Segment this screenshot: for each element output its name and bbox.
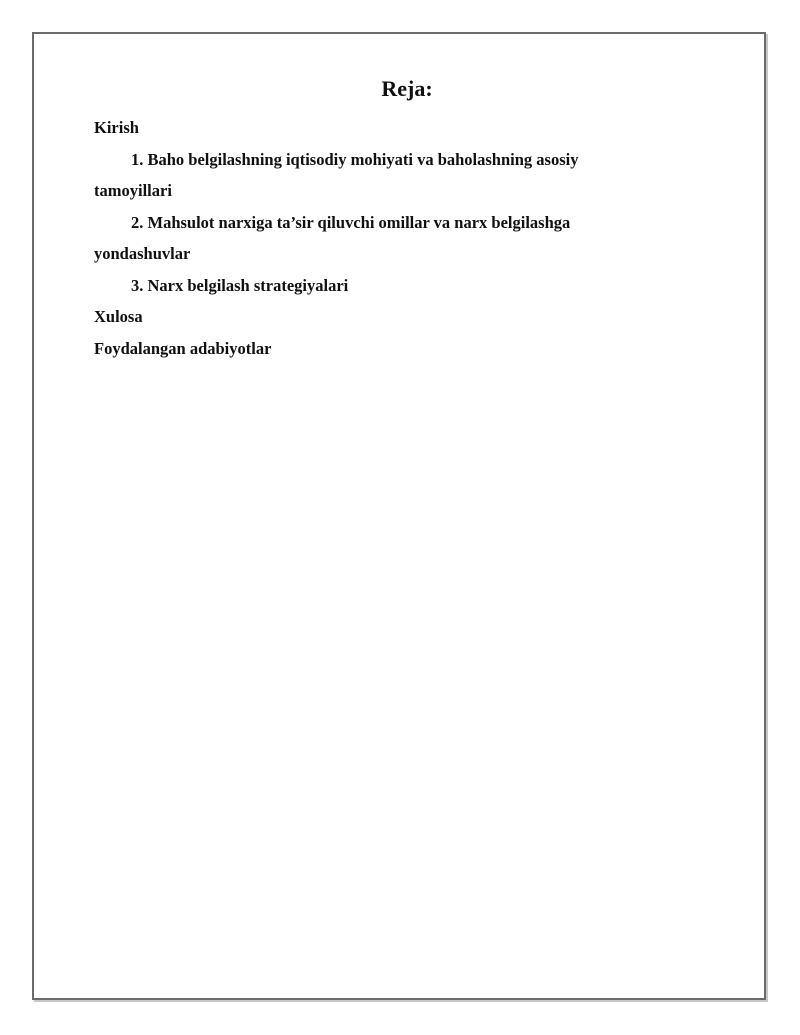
toc-item-xulosa: Xulosa xyxy=(94,307,143,326)
document-content xyxy=(94,74,714,364)
toc-item-3: 3. Narx belgilash strategiyalari xyxy=(131,275,349,295)
toc-item-adabiyotlar: Foydalangan adabiyotlar xyxy=(94,338,272,358)
toc-item-1-continued: tamoyillari xyxy=(94,181,172,200)
toc-item-kirish: Kirish xyxy=(94,118,139,137)
toc-item-1: 1. Baho belgilashning iqtisodiy mohiyati va baholashning asosiy xyxy=(131,149,579,169)
toc-item-2-continued: yondashuvlar xyxy=(94,244,191,263)
toc-item-2: 2. Mahsulot narxiga ta’sir qiluvchi omillar va narx belgilashga xyxy=(131,212,571,232)
page-title: Reja: xyxy=(381,76,433,101)
